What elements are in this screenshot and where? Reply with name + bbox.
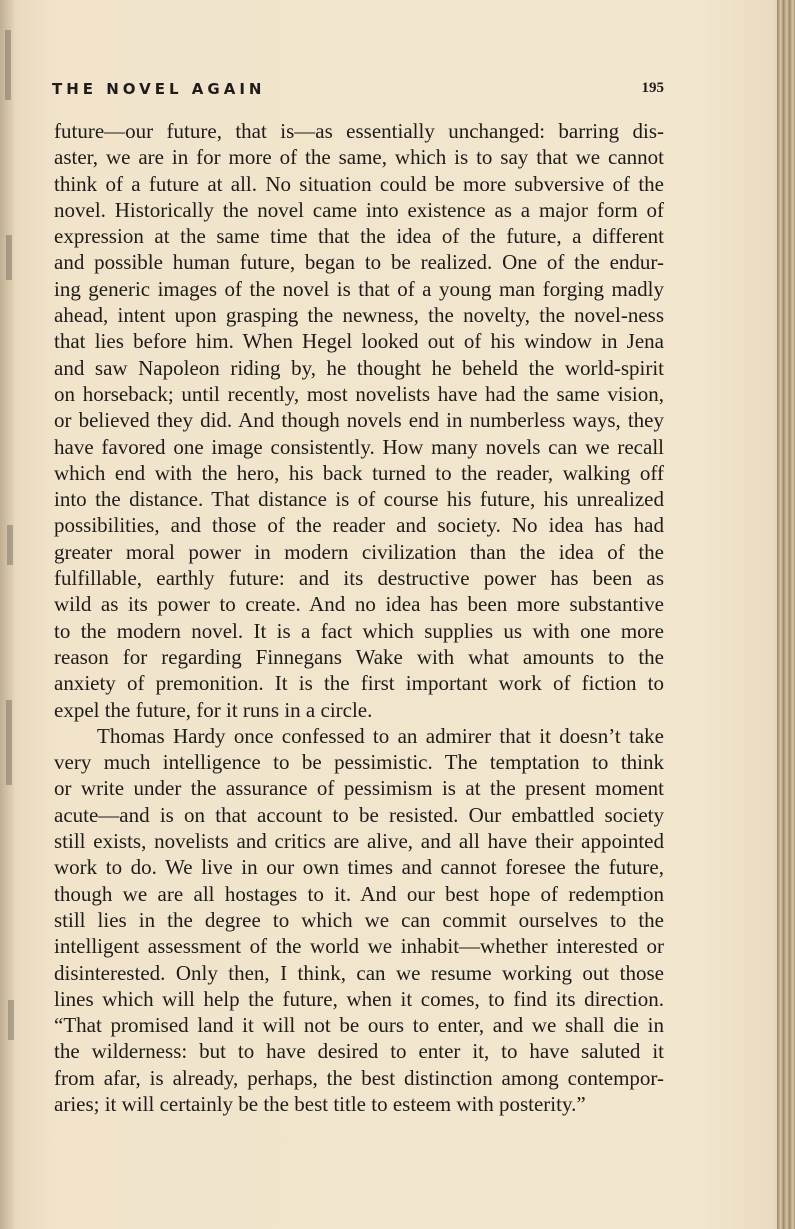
text-line: ahead, intent upon grasping the newness, the novelty, the novel-ness (54, 303, 664, 328)
paragraph-1 (54, 118, 664, 723)
text-line: future—our future, that is—as essentially unchanged: barring dis- (54, 119, 664, 143)
text-line: very much intelligence to be pessimistic. The temptation to think (54, 750, 664, 775)
text-line: lines which will help the future, when it comes, to find its direction. (54, 986, 664, 1011)
page-edge (777, 0, 795, 1229)
margin-mark (6, 700, 12, 785)
text-line: which end with the hero, his back turned to the reader, walking off (54, 460, 664, 485)
text-line: think of a future at all. No situation could be more subversive of the (54, 171, 664, 196)
text-line: possibilities, and those of the reader and society. No idea has had (54, 513, 664, 538)
binding-edge (0, 0, 14, 1229)
margin-mark (7, 525, 13, 565)
text-line: aries; it will certainly be the best title to esteem with posterity.” (54, 1091, 586, 1116)
text-line: into the distance. That distance is of course his future, his unrealized (54, 487, 664, 512)
text-line: wild as its power to create. And no idea has been more substantive (54, 592, 664, 617)
text-line: reason for regarding Finnegans Wake with what amounts to the (54, 644, 664, 669)
text-line: have favored one image consistently. How many novels can we recall (54, 434, 664, 459)
text-line: still lies in the degree to which we can commit ourselves to the (54, 907, 664, 932)
text-line: greater moral power in modern civilization than the idea of the (54, 539, 664, 564)
text-line: or write under the assurance of pessimism is at the present moment (54, 776, 664, 801)
text-line: “That promised land it will not be ours to enter, and we shall die in (54, 1013, 664, 1038)
text-line: still exists, novelists and critics are alive, and all have their appointed (54, 829, 664, 854)
margin-mark (8, 1000, 14, 1040)
text-line: disinterested. Only then, I think, can we resume working out those (54, 960, 664, 985)
text-line: work to do. We live in our own times and cannot foresee the future, (54, 855, 664, 880)
text-line: novel. Historically the novel came into existence as a major form of (54, 197, 664, 222)
running-header (52, 80, 664, 104)
text-line: intelligent assessment of the world we inhabit—whether interested or (54, 934, 664, 959)
text-line: to the modern novel. It is a fact which supplies us with one more (54, 618, 664, 643)
text-line: ing generic images of the novel is that of a young man forging madly (54, 276, 664, 301)
text-line: anxiety of premonition. It is the first important work of fiction to (54, 671, 664, 696)
text-line: and saw Napoleon riding by, he thought he beheld the world-spirit (54, 355, 664, 380)
text-line: though we are all hostages to it. And our best hope of redemption (54, 881, 664, 906)
text-line: and possible human future, began to be realized. One of the endur- (54, 250, 664, 275)
text-line: acute—and is on that account to be resisted. Our embattled society (54, 802, 664, 827)
paragraph-2 (54, 723, 664, 1117)
text-line: expression at the same time that the idea of the future, a different (54, 224, 664, 249)
text-line: or believed they did. And though novels end in numberless ways, they (54, 408, 664, 433)
margin-mark (5, 30, 11, 100)
text-line: aster, we are in for more of the same, which is to say that we cannot (54, 145, 664, 170)
text-line: Thomas Hardy once confessed to an admirer that it doesn’t take (97, 723, 664, 748)
text-line: from afar, is already, perhaps, the best distinction among contempor- (54, 1065, 664, 1090)
body-text (54, 118, 664, 1117)
text-line: that lies before him. When Hegel looked out of his window in Jena (54, 329, 664, 354)
text-line: on horseback; until recently, most novelists have had the same vision, (54, 381, 664, 406)
running-title: THE NOVEL AGAIN (52, 80, 266, 98)
page-number: 195 (641, 80, 664, 96)
text-line: fulfillable, earthly future: and its destructive power has been as (54, 566, 664, 591)
text-line: expel the future, for it runs in a circle. (54, 697, 373, 722)
margin-mark (6, 235, 12, 280)
text-line: the wilderness: but to have desired to enter it, to have saluted it (54, 1039, 664, 1064)
